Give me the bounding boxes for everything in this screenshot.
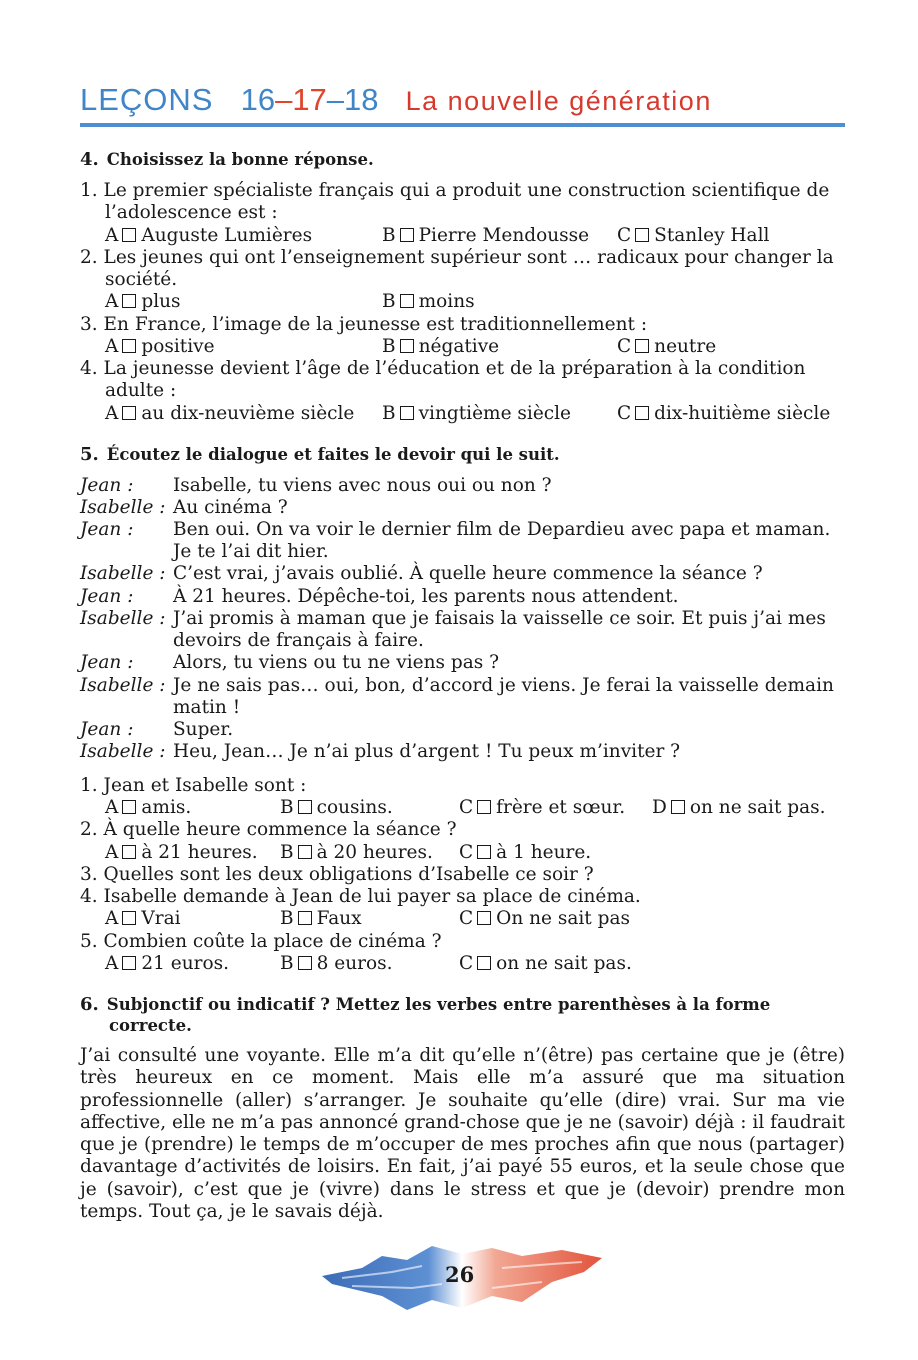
answer-option[interactable] — [459, 842, 591, 864]
option-text: on ne sait pas. — [496, 953, 632, 974]
answer-option[interactable] — [280, 908, 362, 930]
option-text: On ne sait pas — [496, 908, 630, 929]
answer-option[interactable] — [459, 797, 625, 819]
exercise-number: 4. — [80, 149, 99, 170]
speaker: Jean : — [80, 652, 134, 673]
answer-option[interactable] — [382, 291, 475, 313]
checkbox[interactable] — [122, 406, 136, 420]
option-text: Vrai — [141, 908, 181, 929]
answer-option[interactable] — [617, 225, 769, 247]
lesson-dash-1: – — [275, 82, 293, 117]
dialogue-line: Ben oui. On va voir le dernier film de Depardieu avec papa et maman. — [173, 519, 831, 540]
option-letter: C — [617, 225, 632, 246]
option-letter: C — [617, 403, 632, 424]
option-text: au dix-neuvième siècle — [141, 403, 355, 424]
answer-option[interactable] — [459, 953, 632, 975]
checkbox[interactable] — [298, 845, 312, 859]
answer-option[interactable] — [280, 842, 433, 864]
option-letter: B — [280, 953, 294, 974]
dialogue-line: Heu, Jean… Je n’ai plus d’argent ! Tu peux m’inviter ? — [173, 741, 681, 762]
speaker: Isabelle : — [80, 563, 166, 584]
option-text: à 21 heures. — [141, 842, 258, 863]
dialogue-line: Isabelle, tu viens avec nous oui ou non ? — [173, 475, 552, 496]
question-text: société. — [105, 269, 178, 290]
option-letter: A — [105, 336, 119, 357]
checkbox[interactable] — [122, 956, 136, 970]
option-text: Auguste Lumières — [141, 225, 313, 246]
dialogue-line: Alors, tu viens ou tu ne viens pas ? — [173, 652, 500, 673]
dialogue-line: J’ai promis à maman que je faisais la vaisselle ce soir. Et puis j’ai mes — [173, 608, 826, 629]
answer-option[interactable] — [105, 797, 191, 819]
option-text: 21 euros. — [141, 953, 230, 974]
exercise-number: 5. — [80, 444, 99, 465]
lesson-num-18: 18 — [344, 82, 379, 117]
checkbox[interactable] — [122, 339, 136, 353]
lesson-numbers — [241, 82, 379, 117]
option-letter: B — [382, 336, 396, 357]
checkbox[interactable] — [477, 911, 491, 925]
question-text: 4. La jeunesse devient l’âge de l’éducation et de la préparation à la condition — [80, 358, 806, 379]
checkbox[interactable] — [400, 339, 414, 353]
exercise-instruction: Choisissez la bonne réponse. — [106, 150, 374, 169]
option-letter: A — [105, 797, 119, 818]
checkbox[interactable] — [400, 294, 414, 308]
question-text: adulte : — [105, 380, 177, 401]
checkbox[interactable] — [122, 800, 136, 814]
lesson-theme: La nouvelle génération — [405, 86, 712, 116]
question-text: 2. À quelle heure commence la séance ? — [80, 819, 457, 840]
option-letter: B — [280, 842, 294, 863]
question-text: 1. Le premier spécialiste français qui a produit une construction scientifique de — [80, 180, 830, 201]
option-text: à 1 heure. — [496, 842, 592, 863]
exercise-5-title — [80, 444, 560, 465]
checkbox[interactable] — [400, 406, 414, 420]
exercise-6-title — [80, 994, 770, 1015]
answer-option[interactable] — [382, 336, 499, 358]
answer-option[interactable] — [105, 908, 181, 930]
option-letter: B — [280, 908, 294, 929]
answer-option[interactable] — [652, 797, 826, 819]
answer-option[interactable] — [105, 403, 354, 425]
option-text: 8 euros. — [316, 953, 393, 974]
speaker: Isabelle : — [80, 608, 166, 629]
question-text: 2. Les jeunes qui ont l’enseignement supérieur sont … radicaux pour changer la — [80, 247, 834, 268]
exercise-4-title — [80, 149, 374, 170]
page-number: 26 — [445, 1262, 475, 1287]
lessons-label: LEÇONS — [80, 82, 214, 117]
checkbox[interactable] — [477, 800, 491, 814]
answer-option[interactable] — [105, 225, 312, 247]
option-text: on ne sait pas. — [689, 797, 826, 818]
option-text: cousins. — [316, 797, 393, 818]
answer-option[interactable] — [280, 953, 392, 975]
answer-option[interactable] — [280, 797, 393, 819]
checkbox[interactable] — [122, 911, 136, 925]
checkbox[interactable] — [400, 228, 414, 242]
exercise-instruction: Écoutez le dialogue et faites le devoir qui le suit. — [106, 445, 560, 464]
answer-option[interactable] — [105, 842, 258, 864]
option-letter: B — [382, 291, 396, 312]
option-letter: A — [105, 403, 119, 424]
option-text: neutre — [654, 336, 717, 357]
lesson-num-17: 17 — [292, 82, 327, 117]
option-text: positive — [141, 336, 215, 357]
option-letter: C — [459, 908, 474, 929]
exercise-number: 6. — [80, 994, 99, 1015]
speaker: Jean : — [80, 719, 134, 740]
answer-option[interactable] — [382, 225, 589, 247]
answer-option[interactable] — [382, 403, 571, 425]
option-letter: C — [459, 842, 474, 863]
option-text: dix-huitième siècle — [654, 403, 831, 424]
option-letter: A — [105, 291, 119, 312]
dialogue-line: C’est vrai, j’avais oublié. À quelle heure commence la séance ? — [173, 563, 763, 584]
speaker: Jean : — [80, 475, 134, 496]
option-text: Stanley Hall — [654, 225, 770, 246]
option-letter: C — [459, 953, 474, 974]
option-text: Faux — [316, 908, 362, 929]
option-letter: A — [105, 908, 119, 929]
option-text: moins — [418, 291, 475, 312]
option-letter: A — [105, 953, 119, 974]
option-letter: A — [105, 225, 119, 246]
header-rule — [80, 123, 845, 127]
dialogue-line: Au cinéma ? — [173, 497, 288, 518]
dialogue-line: Je ne sais pas… oui, bon, d’accord je viens. Je ferai la vaisselle demain — [173, 675, 834, 696]
checkbox[interactable] — [298, 911, 312, 925]
speaker: Isabelle : — [80, 741, 166, 762]
option-text: vingtième siècle — [418, 403, 571, 424]
checkbox[interactable] — [477, 845, 491, 859]
speaker: Isabelle : — [80, 497, 166, 518]
question-text: 1. Jean et Isabelle sont : — [80, 775, 307, 796]
option-text: frère et sœur. — [496, 797, 626, 818]
checkbox[interactable] — [298, 800, 312, 814]
exercise-instruction: Subjonctif ou indicatif ? Mettez les verbes entre parenthèses à la forme — [106, 995, 771, 1014]
lesson-header — [80, 82, 845, 122]
answer-option[interactable] — [105, 336, 215, 358]
speaker: Jean : — [80, 519, 134, 540]
checkbox[interactable] — [635, 339, 649, 353]
option-text: Pierre Mendousse — [418, 225, 590, 246]
answer-option[interactable] — [617, 403, 830, 425]
dialogue-line: Super. — [173, 719, 234, 740]
option-letter: C — [459, 797, 474, 818]
speaker: Isabelle : — [80, 675, 166, 696]
dialogue-line: À 21 heures. Dépêche-toi, les parents nous attendent. — [173, 586, 679, 607]
checkbox[interactable] — [635, 406, 649, 420]
option-text: plus — [141, 291, 181, 312]
checkbox[interactable] — [298, 956, 312, 970]
question-text: l’adolescence est : — [105, 202, 278, 223]
answer-option[interactable] — [617, 336, 716, 358]
checkbox[interactable] — [635, 228, 649, 242]
checkbox[interactable] — [122, 228, 136, 242]
option-text: amis. — [141, 797, 192, 818]
question-text: 3. En France, l’image de la jeunesse est traditionnellement : — [80, 314, 648, 335]
option-letter: B — [280, 797, 294, 818]
speaker: Jean : — [80, 586, 134, 607]
option-letter: B — [382, 225, 396, 246]
option-letter: B — [382, 403, 396, 424]
question-text: 5. Combien coûte la place de cinéma ? — [80, 931, 442, 952]
answer-option[interactable] — [105, 291, 181, 313]
option-letter: C — [617, 336, 632, 357]
option-text: à 20 heures. — [316, 842, 433, 863]
option-text: négative — [418, 336, 500, 357]
dialogue-line: matin ! — [173, 697, 241, 718]
question-text: 3. Quelles sont les deux obligations d’Isabelle ce soir ? — [80, 864, 594, 885]
checkbox[interactable] — [671, 800, 685, 814]
checkbox[interactable] — [477, 956, 491, 970]
dialogue-line: devoirs de français à faire. — [173, 630, 424, 651]
answer-option[interactable] — [105, 953, 229, 975]
checkbox[interactable] — [122, 845, 136, 859]
option-letter: D — [652, 797, 667, 818]
option-letter: A — [105, 842, 119, 863]
dialogue-line: Je te l’ai dit hier. — [173, 541, 329, 562]
lesson-dash-2: – — [326, 82, 345, 117]
exercise-paragraph: J’ai consulté une voyante. Elle m’a dit qu’elle n’(être) pas certaine que je (être) très heureux en ce moment. Mais elle m’a assuré que ma situation professionnelle (aller) s’arranger. Je souhaite qu’elle (dire) vrai. Sur ma vie affective, elle ne m’a pas annoncé grand-chose que je ne (savoir) déjà : il faudrait que je (prendre) le temps de m’occuper de mes proches afin que nous (partager) davantage d’activités de loisirs. En fait, j’ai payé 55 euros, et la seule chose que je (savoir), c’est que je (vivre) dans le stress et que je (devoir) prendre mon temps. Tout ça, je le savais déjà. — [80, 1045, 845, 1223]
question-text: 4. Isabelle demande à Jean de lui payer sa place de cinéma. — [80, 886, 641, 907]
exercise-instruction-cont: correcte. — [109, 1016, 192, 1035]
checkbox[interactable] — [122, 294, 136, 308]
lesson-num-16: 16 — [240, 82, 276, 117]
answer-option[interactable] — [459, 908, 630, 930]
